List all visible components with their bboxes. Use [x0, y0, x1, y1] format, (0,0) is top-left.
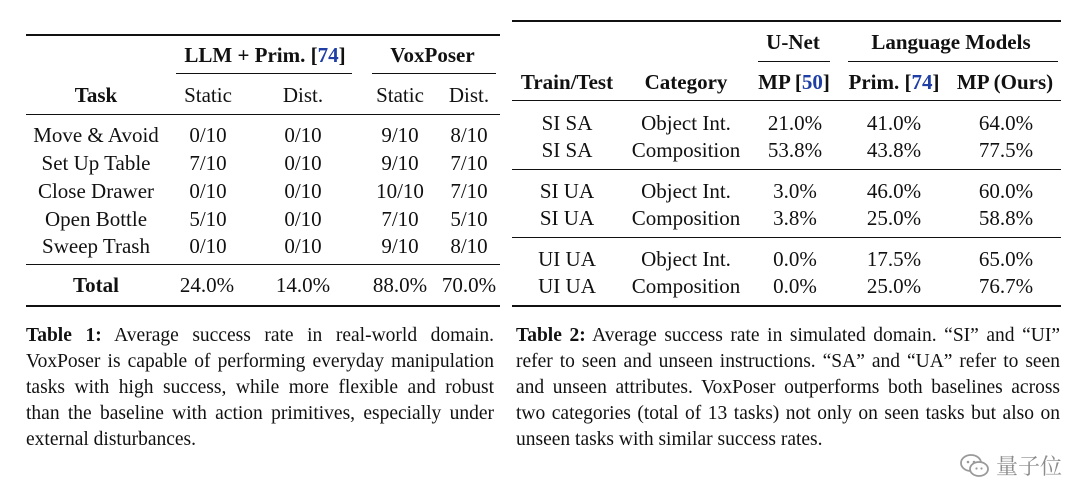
table1-llm-dist-cell: 0/10: [284, 234, 322, 258]
table1-llm-dist-total: 14.0%: [275, 273, 331, 297]
table2-unet-cell: 3.8%: [773, 206, 817, 230]
table1-caption: [26, 323, 494, 453]
table2-prim-cell: 41.0%: [866, 111, 922, 135]
watermark: [960, 450, 1062, 481]
table1-caption-text: Average success rate in real-world domain. VoxPoser is capable of performing everyday manipulation tasks with high success, while more flexible and robust than the baseline with action primitives, especially under external disturbances.: [26, 325, 494, 450]
table1-llm-dist-cell: 0/10: [284, 207, 322, 231]
table1-task-cell: Close Drawer: [37, 179, 155, 203]
table2-mp-header: MP [50]: [758, 70, 830, 94]
table1-vox-static-cell: 9/10: [381, 234, 419, 258]
table1-vox-dist-cell: 8/10: [450, 123, 488, 147]
table2-category-cell: Object Int.: [641, 179, 731, 203]
table2-train-test-cell: UI UA: [538, 274, 596, 298]
table2-train-test-cell: SI SA: [541, 138, 593, 162]
table2-unet-group-rule: [758, 61, 830, 62]
table2-caption-label: Table 2:: [516, 325, 586, 346]
table1-llm-static-cell: 0/10: [189, 179, 227, 203]
table1-vox-static-cell: 9/10: [381, 123, 419, 147]
table2-top-rule: [512, 20, 1061, 22]
table1-vox-static-total: 88.0%: [372, 273, 428, 297]
table2-prim-cell: 46.0%: [866, 179, 922, 203]
table1-llm-dist-cell: 0/10: [284, 123, 322, 147]
table2-ours-cell: 64.0%: [978, 111, 1034, 135]
table1-bottom-rule: [26, 305, 500, 307]
table2-category-header: Category: [644, 70, 728, 94]
table2-unet-cell: 0.0%: [773, 274, 817, 298]
table1-llm-static-total: 24.0%: [179, 273, 235, 297]
table2-unet-cell: 53.8%: [767, 138, 823, 162]
table1-vox-dist-total: 70.0%: [441, 273, 497, 297]
table2-ours-cell: 77.5%: [978, 138, 1034, 162]
table1-llm-group-header: LLM + Prim. [74]: [184, 43, 346, 67]
table1-header-rule: [26, 114, 500, 115]
table2-category-cell: Object Int.: [641, 111, 731, 135]
table2-category-cell: Composition: [631, 138, 741, 162]
table1-task-cell: Open Bottle: [44, 207, 148, 231]
table2-unet-group-header: U-Net: [766, 30, 820, 54]
table1-vox-static-header: Static: [376, 83, 424, 107]
table2-ours-cell: 65.0%: [978, 247, 1034, 271]
table1-vox-dist-cell: 7/10: [450, 151, 488, 175]
table2-header-rule: [512, 100, 1061, 101]
table1-llm-dist-cell: 0/10: [284, 151, 322, 175]
table1-llm-static-cell: 5/10: [189, 207, 227, 231]
wechat-icon: [960, 453, 990, 479]
table1-llm-static-cell: 0/10: [189, 234, 227, 258]
table1-total-label: Total: [73, 273, 119, 297]
table1-vox-dist-cell: 5/10: [450, 207, 488, 231]
table1-task-cell: Move & Avoid: [33, 123, 159, 147]
table1-task-cell: Sweep Trash: [42, 234, 150, 258]
table2-group-rule: [512, 169, 1061, 170]
table1-task-header: Task: [74, 83, 118, 107]
table1-llm-static-header: Static: [184, 83, 232, 107]
table1-total-rule: [26, 264, 500, 265]
table1-vox-dist-header: Dist.: [448, 83, 490, 107]
table1-vox-static-cell: 7/10: [381, 207, 419, 231]
table1-task-cell: Set Up Table: [41, 151, 151, 175]
table1-llm-static-cell: 7/10: [189, 151, 227, 175]
table1-vox-dist-cell: 7/10: [450, 179, 488, 203]
table1-top-rule: [26, 34, 500, 36]
table1-llm-dist-cell: 0/10: [284, 179, 322, 203]
watermark-text: 量子位: [995, 455, 1062, 480]
table2-train-test-cell: SI UA: [539, 206, 595, 230]
table2-unet-cell: 21.0%: [767, 111, 823, 135]
table2-unet-cell: 3.0%: [773, 179, 817, 203]
table1-llm-dist-header: Dist.: [282, 83, 324, 107]
table2-prim-cell: 43.8%: [866, 138, 922, 162]
table1-llm-static-cell: 0/10: [189, 123, 227, 147]
table2-caption-text: Average success rate in simulated domain. “SI” and “UI” refer to seen and unseen instructions. “SA” and “UA” refer to seen and unseen attributes. VoxPoser outperforms both baselines across two categories (total of 13 tasks) not only on seen tasks but also on unseen tasks with similar success rates.: [516, 325, 1060, 450]
table2-train-test-header: Train/Test: [520, 70, 614, 94]
table2-ours-cell: 58.8%: [978, 206, 1034, 230]
table2-category-cell: Composition: [631, 206, 741, 230]
table2-ours-cell: 76.7%: [978, 274, 1034, 298]
table2-prim-cell: 17.5%: [866, 247, 922, 271]
table2-category-cell: Object Int.: [641, 247, 731, 271]
table2-prim-cell: 25.0%: [866, 206, 922, 230]
table2-train-test-cell: SI UA: [539, 179, 595, 203]
table1-voxposer-group-rule: [372, 73, 496, 74]
table1-llm-group-rule: [176, 73, 352, 74]
table2-train-test-cell: SI SA: [541, 111, 593, 135]
table1-voxposer-group-header: VoxPoser: [390, 43, 475, 67]
table2-prim-cell: 25.0%: [866, 274, 922, 298]
table2-caption: [516, 323, 1060, 453]
table2-unet-cell: 0.0%: [773, 247, 817, 271]
table2-prim-header: Prim. [74]: [848, 70, 940, 94]
table2-ours-cell: 60.0%: [978, 179, 1034, 203]
table2-group-rule: [512, 237, 1061, 238]
table1-vox-static-cell: 10/10: [376, 179, 424, 203]
table2-lm-group-header: Language Models: [871, 30, 1031, 54]
table2-lm-group-rule: [848, 61, 1058, 62]
table2-train-test-cell: UI UA: [538, 247, 596, 271]
table1-caption-label: Table 1:: [26, 325, 102, 346]
table2-bottom-rule: [512, 305, 1061, 307]
table2-mp-ours-header: MP (Ours): [956, 70, 1054, 94]
table1-vox-static-cell: 9/10: [381, 151, 419, 175]
table1-vox-dist-cell: 8/10: [450, 234, 488, 258]
table2-category-cell: Composition: [631, 274, 741, 298]
